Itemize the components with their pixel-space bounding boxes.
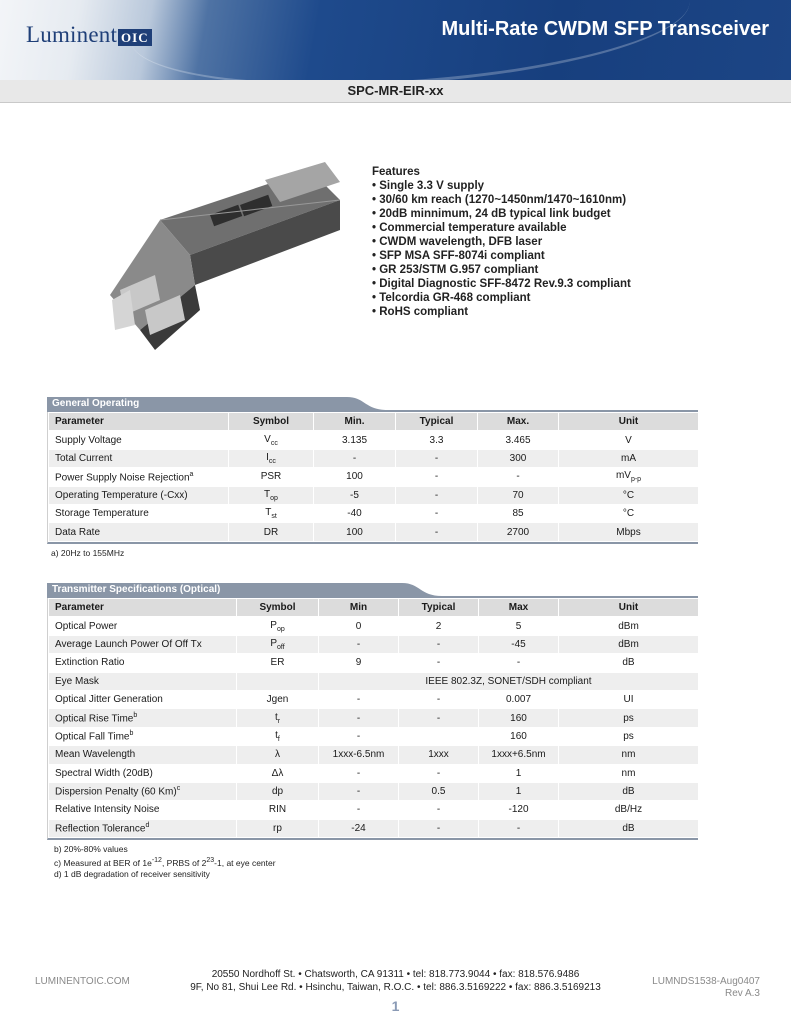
typical-cell: - bbox=[399, 801, 479, 819]
max-cell: 1 bbox=[479, 782, 559, 800]
table-row bbox=[49, 709, 699, 727]
general-operating-table bbox=[48, 412, 699, 542]
table-row bbox=[49, 672, 699, 690]
logo-text: Luminent bbox=[26, 22, 118, 47]
features-title: Features bbox=[372, 166, 420, 178]
feature-item: • 30/60 km reach (1270~1450nm/1470~1610nm) bbox=[372, 193, 631, 207]
parameter-cell: Average Launch Power Of Off Tx bbox=[49, 635, 237, 653]
symbol-subscript: cc bbox=[270, 439, 278, 447]
column-header: Min bbox=[319, 599, 399, 617]
column-header: Parameter bbox=[49, 599, 237, 617]
max-cell: 160 bbox=[479, 709, 559, 727]
min-cell: - bbox=[319, 727, 399, 745]
symbol-subscript: f bbox=[277, 735, 280, 743]
max-cell: 85 bbox=[478, 504, 559, 522]
exponent: -12 bbox=[151, 857, 162, 865]
symbol-subscript: st bbox=[271, 513, 277, 521]
typical-cell: - bbox=[399, 635, 479, 653]
parameter-cell: Optical Jitter Generation bbox=[49, 690, 237, 708]
column-header: Unit bbox=[559, 599, 699, 617]
max-cell: 300 bbox=[478, 449, 559, 467]
parameter-cell: Dispersion Penalty (60 Km)$^c$ bbox=[49, 782, 237, 800]
document-title: Multi-Rate CWDM SFP Transceiver bbox=[441, 18, 769, 40]
max-cell: - bbox=[479, 654, 559, 672]
unit-cell: °C bbox=[559, 486, 699, 504]
exponent: 23 bbox=[206, 857, 215, 865]
column-header: Unit bbox=[559, 413, 699, 431]
general-operating-tab bbox=[47, 397, 698, 412]
sfp-transceiver-image bbox=[100, 160, 350, 360]
typical-cell: 1xxx bbox=[399, 746, 479, 764]
table-row bbox=[49, 449, 699, 467]
min-cell: - bbox=[319, 801, 399, 819]
footnote-mark: b bbox=[129, 730, 134, 738]
typical-cell: - bbox=[399, 690, 479, 708]
parameter-cell: Extinction Ratio bbox=[49, 654, 237, 672]
min-cell: - bbox=[319, 709, 399, 727]
feature-item: • 20dB minnimum, 24 dB typical link budget bbox=[372, 207, 631, 221]
max-cell: -120 bbox=[479, 801, 559, 819]
transmitter-tab bbox=[47, 583, 698, 598]
typical-cell: - bbox=[396, 504, 478, 522]
unit-cell: $mV_{p-p}$ bbox=[559, 468, 699, 486]
table-row bbox=[49, 746, 699, 764]
symbol-subscript: op bbox=[276, 625, 285, 633]
feature-item: • GR 253/STM G.957 compliant bbox=[372, 263, 631, 277]
transmitter-table bbox=[48, 598, 699, 838]
typical-cell: - bbox=[399, 709, 479, 727]
luminent-logo bbox=[26, 22, 152, 48]
parameter-cell: Power Supply Noise Rejection$^a$ bbox=[49, 468, 229, 486]
min-cell: - bbox=[319, 782, 399, 800]
footnote: c) Measured at BER of $1e^{-12}$, PRBS of $2^{23}-1$, at eye center bbox=[54, 857, 276, 868]
table-row bbox=[49, 690, 699, 708]
parameter-cell: Optical Fall Time$^b$ bbox=[49, 727, 237, 745]
feature-item: • SFP MSA SFF-8074i compliant bbox=[372, 249, 631, 263]
column-header: Max bbox=[479, 599, 559, 617]
parameter-cell: Spectral Width (20dB) bbox=[49, 764, 237, 782]
symbol-cell: λ bbox=[237, 746, 319, 764]
unit-cell: dB bbox=[559, 654, 699, 672]
symbol-subscript: off bbox=[277, 643, 285, 651]
merged-value-cell: IEEE 802.3Z, SONET/SDH compliant bbox=[319, 672, 699, 690]
table-row bbox=[49, 764, 699, 782]
symbol-cell: $T_{st}$ bbox=[229, 504, 314, 522]
parameter-cell: Mean Wavelength bbox=[49, 746, 237, 764]
logo-box: OIC bbox=[118, 29, 152, 46]
typical-cell: - bbox=[399, 654, 479, 672]
symbol-cell: $V_{cc}$ bbox=[229, 431, 314, 449]
footnote: d) 1 dB degradation of receiver sensitivity bbox=[54, 868, 210, 879]
min-cell: 3.135 bbox=[314, 431, 396, 449]
footnote: a) 20Hz to 155MHz bbox=[51, 547, 125, 558]
min-cell: 100 bbox=[314, 523, 396, 541]
min-cell: 100 bbox=[314, 468, 396, 486]
min-cell: 1xxx-6.5nm bbox=[319, 746, 399, 764]
unit-cell: dBm bbox=[559, 635, 699, 653]
column-header: Symbol bbox=[229, 413, 314, 431]
unit-cell: ps bbox=[559, 709, 699, 727]
unit-cell: V bbox=[559, 431, 699, 449]
unit-cell: dB bbox=[559, 819, 699, 837]
symbol-cell: Jgen bbox=[237, 690, 319, 708]
features-list bbox=[372, 165, 631, 319]
unit-cell: nm bbox=[559, 746, 699, 764]
feature-item: • Single 3.3 V supply bbox=[372, 179, 631, 193]
parameter-cell: Total Current bbox=[49, 449, 229, 467]
symbol-cell: $P_{off}$ bbox=[237, 635, 319, 653]
typical-cell: 0.5 bbox=[399, 782, 479, 800]
table-row bbox=[49, 801, 699, 819]
table-row bbox=[49, 486, 699, 504]
symbol-cell bbox=[237, 672, 319, 690]
typical-cell bbox=[399, 727, 479, 745]
max-cell: 2700 bbox=[478, 523, 559, 541]
feature-item: • CWDM wavelength, DFB laser bbox=[372, 235, 631, 249]
column-header: Typical bbox=[396, 413, 478, 431]
footnote-mark: b bbox=[133, 711, 138, 719]
symbol-subscript: r bbox=[277, 717, 281, 725]
min-cell: - bbox=[319, 635, 399, 653]
symbol-cell: DR bbox=[229, 523, 314, 541]
min-cell: - bbox=[319, 764, 399, 782]
transmitter-title: Transmitter Specifications (Optical) bbox=[52, 584, 221, 595]
table-row bbox=[49, 654, 699, 672]
typical-cell: - bbox=[399, 764, 479, 782]
parameter-cell: Optical Rise Time$^b$ bbox=[49, 709, 237, 727]
footnote: b) 20%-80% values bbox=[54, 844, 128, 855]
parameter-cell: Storage Temperature bbox=[49, 504, 229, 522]
max-cell: - bbox=[478, 468, 559, 486]
column-header: Typical bbox=[399, 599, 479, 617]
footer-doc-id: LUMNDS1538-Aug0407 bbox=[652, 976, 760, 987]
footer-doc-info bbox=[652, 976, 760, 1000]
symbol-cell: Δλ bbox=[237, 764, 319, 782]
unit-cell: UI bbox=[559, 690, 699, 708]
typical-cell: - bbox=[396, 468, 478, 486]
parameter-cell: Reflection Tolerance$^d$ bbox=[49, 819, 237, 837]
symbol-cell: $P_{op}$ bbox=[237, 617, 319, 635]
max-cell: 0.007 bbox=[479, 690, 559, 708]
transmitter-section bbox=[47, 583, 698, 880]
min-cell: -24 bbox=[319, 819, 399, 837]
feature-item: • Digital Diagnostic SFF-8472 Rev.9.3 compliant bbox=[372, 277, 631, 291]
footer-website[interactable]: LUMINENTOIC.COM bbox=[35, 976, 130, 987]
unit-cell: dB/Hz bbox=[559, 801, 699, 819]
footnote-mark: c bbox=[176, 785, 181, 793]
symbol-cell: $t_r$ bbox=[237, 709, 319, 727]
general-operating-title: General Operating bbox=[52, 398, 140, 409]
footer-address-usa: 20550 Nordhoff St. • Chatsworth, CA 91311 • tel: 818.773.9044 • fax: 818.576.9486 bbox=[211, 969, 580, 980]
general-notes bbox=[51, 548, 698, 559]
symbol-cell: $I_{cc}$ bbox=[229, 449, 314, 467]
symbol-cell: rp bbox=[237, 819, 319, 837]
transmitter-notes bbox=[54, 844, 698, 880]
table-row bbox=[49, 431, 699, 449]
symbol-cell: ER bbox=[237, 654, 319, 672]
typical-cell: - bbox=[396, 523, 478, 541]
max-cell: 1 bbox=[479, 764, 559, 782]
max-cell: 5 bbox=[479, 617, 559, 635]
table-row bbox=[49, 782, 699, 800]
footnote-mark: a bbox=[189, 470, 194, 478]
min-cell: - bbox=[319, 690, 399, 708]
table-row bbox=[49, 727, 699, 745]
table-row bbox=[49, 617, 699, 635]
max-cell: 160 bbox=[479, 727, 559, 745]
table-row bbox=[49, 819, 699, 837]
unit-cell: nm bbox=[559, 764, 699, 782]
feature-item: • Telcordia GR-468 compliant bbox=[372, 291, 631, 305]
typical-cell: 3.3 bbox=[396, 431, 478, 449]
column-header: Max. bbox=[478, 413, 559, 431]
unit-cell: Mbps bbox=[559, 523, 699, 541]
features-items bbox=[372, 179, 631, 319]
general-operating-section bbox=[47, 397, 698, 559]
typical-cell: - bbox=[396, 449, 478, 467]
min-cell: 9 bbox=[319, 654, 399, 672]
symbol-cell: $T_{op}$ bbox=[229, 486, 314, 504]
symbol-cell: PSR bbox=[229, 468, 314, 486]
max-cell: 1xxx+6.5nm bbox=[479, 746, 559, 764]
min-cell: 0 bbox=[319, 617, 399, 635]
page-number: 1 bbox=[391, 998, 400, 1014]
tab-shape bbox=[47, 397, 698, 412]
max-cell: - bbox=[479, 819, 559, 837]
parameter-cell: Operating Temperature (-Cxx) bbox=[49, 486, 229, 504]
symbol-cell: dp bbox=[237, 782, 319, 800]
unit-cell: ps bbox=[559, 727, 699, 745]
table-row bbox=[49, 635, 699, 653]
footer-rev: Rev A.3 bbox=[724, 988, 760, 999]
unit-cell: dB bbox=[559, 782, 699, 800]
parameter-cell: Relative Intensity Noise bbox=[49, 801, 237, 819]
footer-address-taiwan: 9F, No 81, Shui Lee Rd. • Hsinchu, Taiwan, R.O.C. • tel: 886.3.5169222 • fax: 886.3.5169213 bbox=[190, 982, 601, 993]
table-row bbox=[49, 523, 699, 541]
parameter-cell: Data Rate bbox=[49, 523, 229, 541]
feature-item: • Commercial temperature available bbox=[372, 221, 631, 235]
column-header: Parameter bbox=[49, 413, 229, 431]
unit-cell: dBm bbox=[559, 617, 699, 635]
unit-cell: mA bbox=[559, 449, 699, 467]
min-cell: - bbox=[314, 449, 396, 467]
table-row bbox=[49, 468, 699, 486]
page-header bbox=[0, 0, 791, 80]
typical-cell: - bbox=[399, 819, 479, 837]
unit-cell: °C bbox=[559, 504, 699, 522]
table-row bbox=[49, 504, 699, 522]
symbol-subscript: cc bbox=[268, 457, 276, 465]
symbol-subscript: op bbox=[270, 494, 278, 502]
max-cell: 70 bbox=[478, 486, 559, 504]
symbol-cell: $t_f$ bbox=[237, 727, 319, 745]
typical-cell: - bbox=[396, 486, 478, 504]
typical-cell: 2 bbox=[399, 617, 479, 635]
parameter-cell: Supply Voltage bbox=[49, 431, 229, 449]
symbol-cell: RIN bbox=[237, 801, 319, 819]
min-cell: -5 bbox=[314, 486, 396, 504]
max-cell: -45 bbox=[479, 635, 559, 653]
footnote-mark: d bbox=[145, 822, 150, 830]
min-cell: -40 bbox=[314, 504, 396, 522]
max-cell: 3.465 bbox=[478, 431, 559, 449]
column-header: Min. bbox=[314, 413, 396, 431]
unit-subscript: p-p bbox=[630, 476, 642, 484]
feature-item: • RoHS compliant bbox=[372, 305, 631, 319]
part-number: SPC-MR-EIR-xx bbox=[347, 83, 444, 98]
parameter-cell: Optical Power bbox=[49, 617, 237, 635]
parameter-cell: Eye Mask bbox=[49, 672, 237, 690]
column-header: Symbol bbox=[237, 599, 319, 617]
